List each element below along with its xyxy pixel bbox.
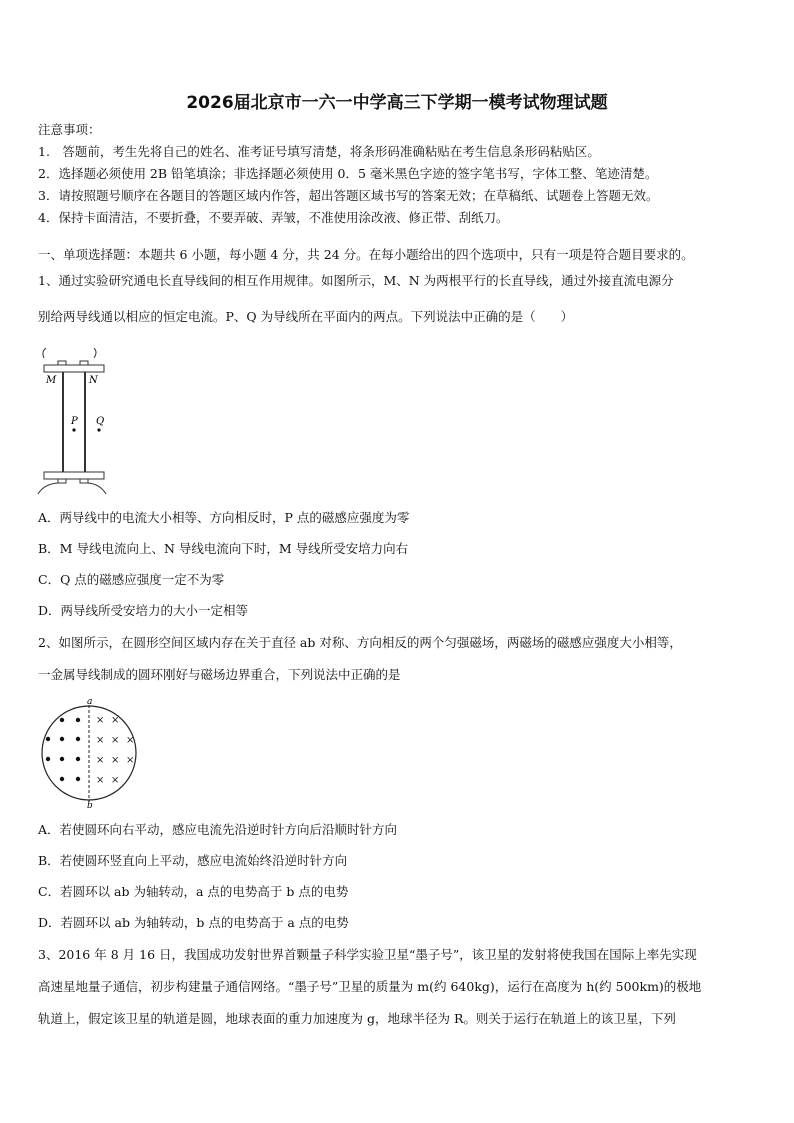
- q1-stem-line2: 别给两导线通以相应的恒定电流。P、Q 为导线所在平面内的两点。下列说法中正确的是（ ）: [38, 309, 574, 324]
- q1-clamp-bottom-n: [80, 479, 88, 483]
- svg-text:×: ×: [96, 775, 105, 786]
- q1-stem-line1: 1、通过实验研究通电长直导线间的相互作用规律。如图所示，M、N 为两根平行的长直导线，通过外接直流电源分: [38, 273, 674, 288]
- notice-item-2: 2．选择题必须使用 2B 铅笔填涂；非选择题必须使用 0．5 毫米黑色字迹的签字笔书写，字体工整、笔迹清楚。: [38, 166, 658, 181]
- notice-item-4: 4．保持卡面清洁，不要折叠，不要弄破、弄皱，不准使用涂改液、修正带、刮纸刀。: [38, 210, 509, 225]
- q2-option-c: C．若圆环以 ab 为轴转动，a 点的电势高于 b 点的电势: [38, 884, 349, 899]
- svg-text:×: ×: [111, 775, 120, 786]
- q2-field-out-dots: [46, 718, 80, 781]
- section-heading: 一、单项选择题：本题共 6 小题，每小题 4 分，共 24 分。在每小题给出的四个选项中，只有一项是符合题目要求的。: [38, 247, 694, 262]
- q2-label-a: a: [87, 697, 93, 707]
- q1-figure-wires: [36, 348, 116, 496]
- q1-lead-top-left: [43, 348, 46, 358]
- q2-option-d: D．若圆环以 ab 为轴转动，b 点的电势高于 a 点的电势: [38, 915, 349, 930]
- notice-item-3: 3．请按照题号顺序在各题目的答题区域内作答，超出答题区域书写的答案无效；在草稿纸、试题卷上答题无效。: [38, 188, 659, 203]
- q1-wire-n: [84, 372, 86, 472]
- svg-text:×: ×: [96, 735, 105, 746]
- q1-label-q: Q: [96, 416, 105, 427]
- q2-label-b: b: [87, 801, 93, 809]
- svg-text:×: ×: [111, 755, 120, 766]
- q1-clamp-top-m: [58, 361, 66, 365]
- q3-stem-line1: 3、2016 年 8 月 16 日，我国成功发射世界首颗量子科学实验卫星“墨子号”，该卫星的发射将使我国在国际上率先实现: [38, 947, 697, 962]
- q1-option-c: C．Q 点的磁感应强度一定不为零: [38, 572, 225, 587]
- q1-label-n: N: [89, 375, 98, 386]
- q1-clamp-bottom-m: [58, 479, 66, 483]
- q1-option-b: B．M 导线电流向上、N 导线电流向下时，M 导线所受安培力向右: [38, 541, 409, 556]
- q2-stem-line1: 2、如图所示，在圆形空间区域内存在关于直径 ab 对称、方向相反的两个匀强磁场，两磁场的磁感应强度大小相等，: [38, 635, 682, 650]
- q1-option-d: D．两导线所受安培力的大小一定相等: [38, 603, 249, 618]
- q1-option-a: A．两导线中的电流大小相等、方向相反时，P 点的磁感应强度为零: [38, 510, 410, 525]
- svg-text:×: ×: [111, 715, 120, 726]
- q1-top-bar: [44, 365, 104, 372]
- q1-bottom-bar: [44, 472, 104, 479]
- notice-item-1: 1. 答题前，考生先将自己的姓名、准考证号填写清楚，将条形码准确粘贴在考生信息条形码粘贴区。: [38, 144, 600, 159]
- q2-stem-line2: 一金属导线制成的圆环刚好与磁场边界重合，下列说法中正确的是: [38, 667, 401, 682]
- q3-stem-line3: 轨道上，假定该卫星的轨道是圆，地球表面的重力加速度为 g，地球半径为 R。则关于运行在轨道上的该卫星，下列: [38, 1011, 676, 1026]
- q2-option-a: A．若使圆环向右平动，感应电流先沿逆时针方向后沿顺时针方向: [38, 822, 398, 837]
- svg-text:×: ×: [111, 735, 120, 746]
- page-title: 2026届北京市一六一中学高三下学期一模考试物理试题: [186, 93, 608, 113]
- q2-figure-field: [38, 695, 144, 809]
- q1-clamp-top-n: [80, 361, 88, 365]
- q2-field-in-crosses: [96, 715, 134, 786]
- q3-stem-line2: 高速星地量子通信，初步构建量子通信网络。“墨子号”卫星的质量为 m(约 640kg)，运行在高度为 h(约 500km)的极地: [38, 979, 702, 994]
- q1-lead-top-right: [94, 348, 96, 358]
- svg-text:×: ×: [96, 715, 105, 726]
- q1-point-q: [97, 428, 100, 431]
- q1-label-p: P: [71, 416, 78, 427]
- svg-text:×: ×: [126, 735, 135, 746]
- q1-point-p: [72, 428, 75, 431]
- q1-lead-bottom-right: [88, 483, 106, 494]
- svg-text:×: ×: [96, 755, 105, 766]
- svg-text:×: ×: [126, 755, 135, 766]
- q1-label-m: M: [46, 375, 57, 386]
- q1-wire-m: [62, 372, 64, 472]
- notice-heading: 注意事项：: [38, 122, 101, 137]
- q1-lead-bottom-left: [38, 483, 58, 494]
- q2-option-b: B．若使圆环竖直向上平动，感应电流始终沿逆时针方向: [38, 853, 348, 868]
